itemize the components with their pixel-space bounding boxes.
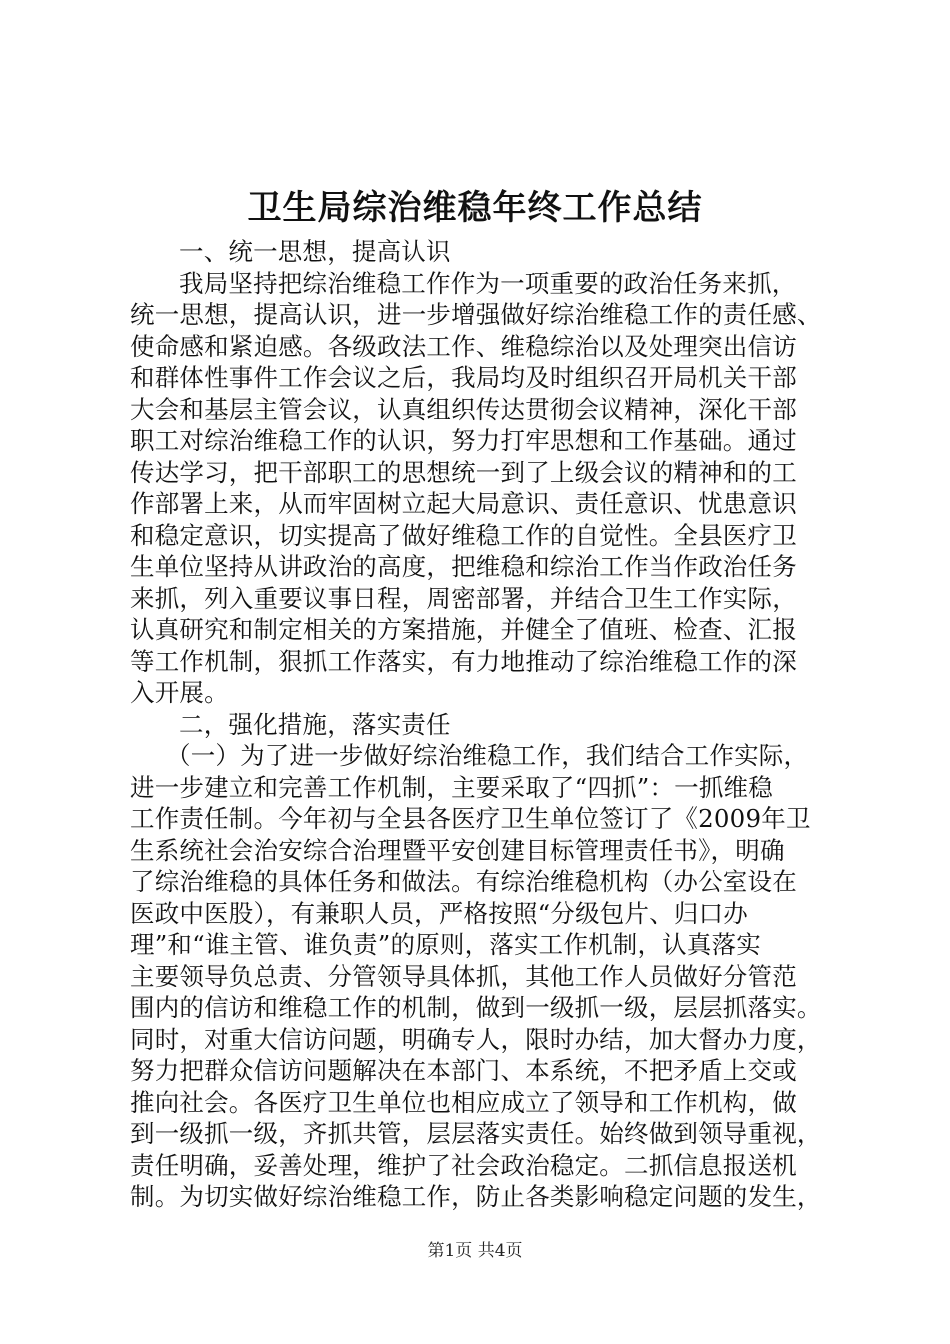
- paragraph-line: 努力把群众信访问题解决在本部门、本系统，不把矛盾上交或: [130, 1056, 797, 1085]
- paragraph-line: 责任明确，妥善处理，维护了社会政治稳定。二抓信息报送机: [130, 1150, 797, 1180]
- paragraph-line: 进一步建立和完善工作机制，主要采取了“四抓”：一抓维稳: [130, 772, 773, 802]
- paragraph-line: 大会和基层主管会议，认真组织传达贯彻会议精神，深化干部: [130, 394, 797, 424]
- section-heading-2: 二，强化措施，落实责任: [179, 709, 451, 739]
- paragraph-line: 统一思想，提高认识，进一步增强做好综治维稳工作的责任感、: [130, 300, 822, 329]
- paragraph-line: 推向社会。各医疗卫生单位也相应成立了领导和工作机构，做: [130, 1087, 797, 1117]
- paragraph-line: 我局坚持把综治维稳工作作为一项重要的政治任务来抓，: [179, 268, 797, 298]
- paragraph-line: 作部署上来，从而牢固树立起大局意识、责任意识、忧患意识: [130, 489, 797, 518]
- paragraph-line: 使命感和紧迫感。各级政法工作、维稳综治以及处理突出信访: [130, 331, 797, 361]
- paragraph-line: 到一级抓一级，齐抓共管，层层落实责任。始终做到领导重视，: [130, 1119, 822, 1148]
- paragraph-line: 生系统社会治安综合治理暨平安创建目标管理责任书》，明确: [130, 835, 785, 865]
- paragraph-line: 认真研究和制定相关的方案措施，并健全了值班、检查、汇报: [130, 615, 797, 644]
- paragraph-line: 制。为切实做好综治维稳工作，防止各类影响稳定问题的发生，: [130, 1182, 822, 1211]
- paragraph-line: 传达学习，把干部职工的思想统一到了上级会议的精神和的工: [130, 457, 797, 487]
- document-title: 卫生局综治维稳年终工作总结: [247, 188, 703, 228]
- paragraph-line: 职工对综治维稳工作的认识，努力打牢思想和工作基础。通过: [130, 426, 797, 455]
- paragraph-line: 和稳定意识，切实提高了做好维稳工作的自觉性。全县医疗卫: [130, 520, 797, 550]
- paragraph-line: 工作责任制。今年初与全县各医疗卫生单位签订了《2009年卫: [130, 804, 811, 833]
- paragraph-line: 主要领导负总责、分管领导具体抓，其他工作人员做好分管范: [130, 961, 797, 991]
- paragraph-line: 等工作机制，狠抓工作落实，有力地推动了综治维稳工作的深: [130, 646, 797, 676]
- paragraph-line: 医政中医股），有兼职人员，严格按照“分级包片、归口办: [130, 898, 748, 928]
- document-body: [130, 236, 830, 1213]
- paragraph-line: 入开展。: [130, 678, 229, 707]
- paragraph-line: （一）为了进一步做好综治维稳工作，我们结合工作实际，: [166, 741, 809, 770]
- paragraph-line: 同时，对重大信访问题，明确专人，限时办结，加大督办力度，: [130, 1024, 822, 1054]
- section-heading-1: 一、统一思想，提高认识: [179, 237, 451, 266]
- paragraph-line: 生单位坚持从讲政治的高度，把维稳和综治工作当作政治任务: [130, 552, 797, 581]
- paragraph-line: 了综治维稳的具体任务和做法。有综治维稳机构（办公室设在: [130, 867, 797, 896]
- page-number-footer: 第1页 共4页: [427, 1241, 523, 1261]
- paragraph-line: 和群体性事件工作会议之后，我局均及时组织召开局机关干部: [130, 363, 797, 392]
- paragraph-line: 理”和“谁主管、谁负责”的原则，落实工作机制，认真落实: [130, 930, 761, 959]
- paragraph-line: 围内的信访和维稳工作的机制，做到一级抓一级，层层抓落实。: [130, 993, 822, 1022]
- paragraph-line: 来抓，列入重要议事日程，周密部署，并结合卫生工作实际，: [130, 583, 797, 613]
